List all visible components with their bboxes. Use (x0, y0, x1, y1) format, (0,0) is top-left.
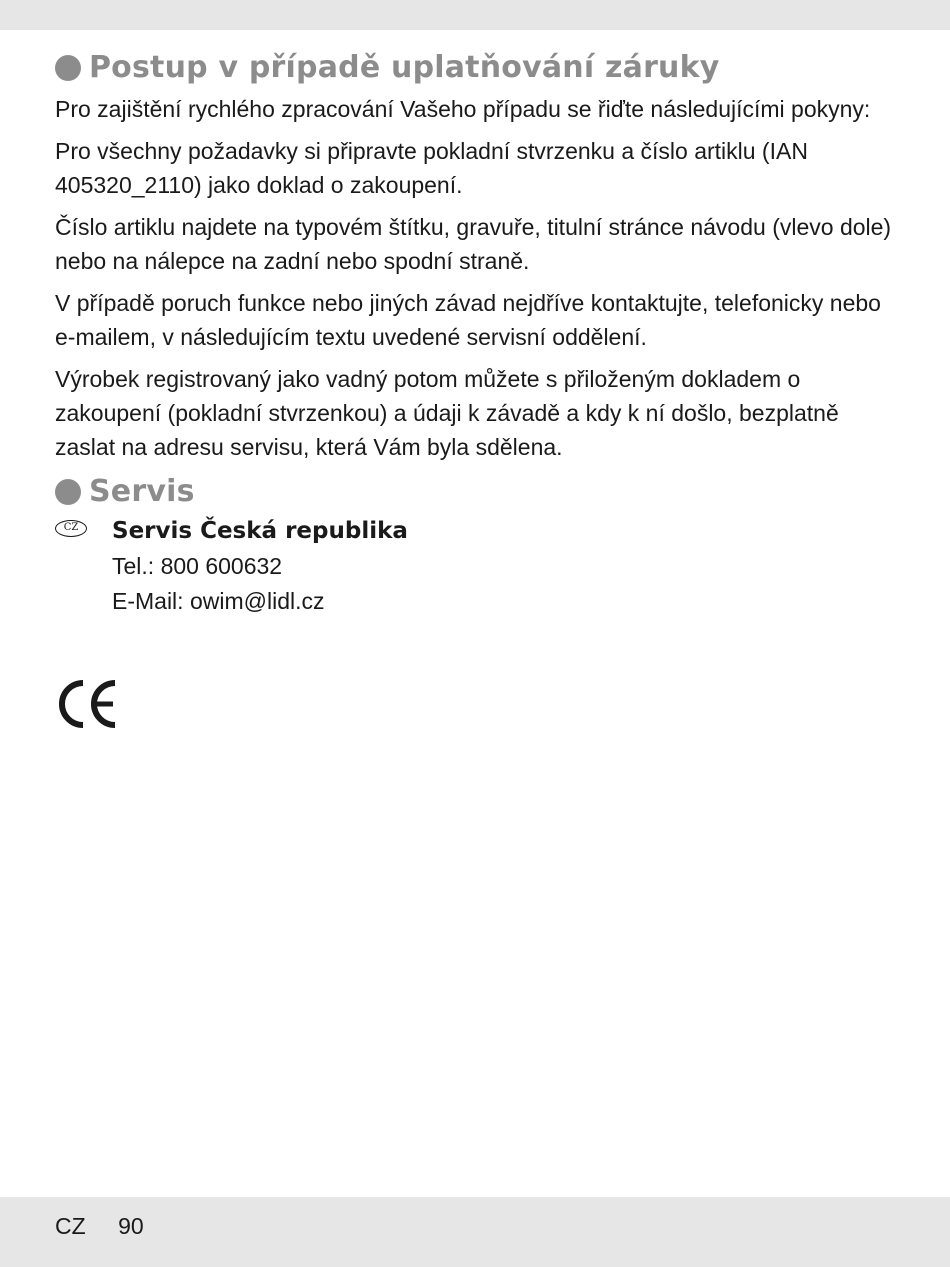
page-number: 90 (118, 1213, 144, 1239)
service-contact (55, 514, 895, 619)
page-footer (55, 1213, 144, 1240)
paragraph-5: Výrobek registrovaný jako vadný potom můžete s přiloženým dokladem o zakoupení (pokladní stvrzenkou) a údaji k závadě a kdy k ní došlo, bezplatně zaslat na adresu servisu, která Vám byla sdělena. (55, 366, 839, 460)
paragraph-1: Pro zajištění rychlého zpracování Vašeho případu se řiďte následujícími pokyny: (55, 96, 871, 122)
service-email: E-Mail: owim@lidl.cz (112, 588, 325, 614)
heading-bullet-icon (55, 479, 81, 505)
heading-bullet-icon (55, 55, 81, 81)
servis-heading-text: Servis (89, 474, 195, 509)
footer-language: CZ (55, 1213, 86, 1239)
paragraph-2: Pro všechny požadavky si připravte pokladní stvrzenku a číslo artiklu (IAN 405320_2110) jako doklad o zakoupení. (55, 138, 808, 198)
paragraph-4: V případě poruch funkce nebo jiných závad nejdříve kontaktujte, telefonicky nebo e-mailem, v následujícím textu uvedené servisní oddělení. (55, 290, 881, 350)
page-content (55, 48, 895, 619)
service-tel: Tel.: 800 600632 (112, 553, 283, 579)
top-band (0, 0, 950, 30)
service-title: Servis Česká republika (112, 518, 408, 544)
warranty-procedure-heading-text: Postup v případě uplatňování záruky (89, 50, 720, 85)
paragraph-3: Číslo artiklu najdete na typovém štítku, gravuře, titulní stránce návodu (vlevo dole) nebo na nálepce na zadní nebo spodní straně. (55, 214, 892, 274)
ce-mark-icon (55, 680, 121, 728)
servis-heading (55, 472, 895, 512)
cz-country-badge-icon: CZ (55, 520, 87, 537)
service-lines (112, 514, 895, 619)
warranty-procedure-heading (55, 48, 895, 88)
